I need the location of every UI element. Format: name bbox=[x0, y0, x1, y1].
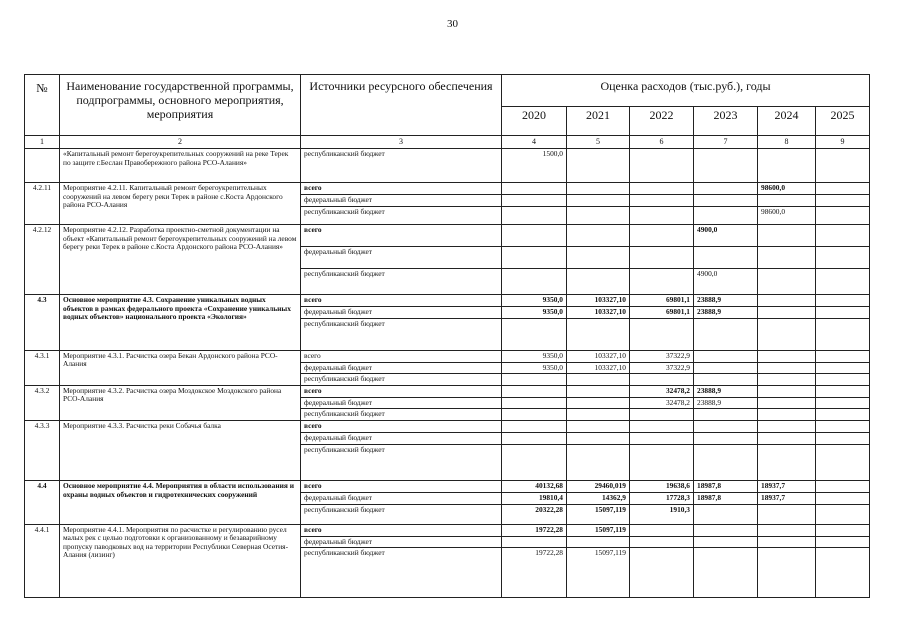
funding-source: республиканский бюджет bbox=[301, 548, 502, 598]
column-number: 1 bbox=[25, 136, 60, 149]
expense-value bbox=[630, 524, 694, 536]
expense-value bbox=[758, 247, 816, 269]
expense-value bbox=[630, 374, 694, 386]
funding-source: федеральный бюджет bbox=[301, 492, 502, 504]
expense-value bbox=[567, 149, 630, 183]
row-number: 4.3 bbox=[25, 295, 60, 351]
expense-value bbox=[816, 183, 870, 195]
expense-value bbox=[758, 504, 816, 524]
expense-value bbox=[567, 247, 630, 269]
activity-name: Основное мероприятие 4.3. Сохранение уникальных водных объектов в рамках федерального проекта «Сохранение уникальных водных объектов» национального проекта «Экология» bbox=[60, 295, 301, 351]
funding-source: всего bbox=[301, 480, 502, 492]
expense-value bbox=[630, 432, 694, 444]
funding-source: республиканский бюджет bbox=[301, 374, 502, 386]
row-number bbox=[25, 149, 60, 183]
expense-value: 15097,119 bbox=[567, 548, 630, 598]
table-row bbox=[25, 225, 870, 247]
expense-value bbox=[694, 444, 758, 480]
expense-value bbox=[694, 548, 758, 598]
expense-value bbox=[502, 225, 567, 247]
expense-value bbox=[816, 420, 870, 432]
activity-name: Основное мероприятие 4.4. Мероприятия в области использования и охраны водных объектов и гидротехнических сооружений bbox=[60, 480, 301, 524]
column-number: 6 bbox=[630, 136, 694, 149]
expense-value bbox=[816, 318, 870, 350]
expense-value bbox=[502, 269, 567, 295]
expense-value bbox=[816, 362, 870, 374]
expense-value bbox=[758, 432, 816, 444]
row-number: 4.4.1 bbox=[25, 524, 60, 598]
funding-source: республиканский бюджет bbox=[301, 318, 502, 350]
expense-value: 103327,10 bbox=[567, 295, 630, 307]
expense-value bbox=[816, 524, 870, 536]
funding-source: федеральный бюджет bbox=[301, 432, 502, 444]
expense-value bbox=[694, 409, 758, 421]
expense-value bbox=[758, 149, 816, 183]
funding-source: всего bbox=[301, 225, 502, 247]
expense-value bbox=[758, 420, 816, 432]
table-row bbox=[25, 149, 870, 183]
expense-value bbox=[816, 149, 870, 183]
expense-value: 23888,9 bbox=[694, 295, 758, 307]
expense-value bbox=[502, 318, 567, 350]
expense-value bbox=[567, 207, 630, 225]
expense-value bbox=[816, 536, 870, 548]
expense-value: 69801,1 bbox=[630, 295, 694, 307]
funding-source: республиканский бюджет bbox=[301, 504, 502, 524]
row-number: 4.3.2 bbox=[25, 385, 60, 420]
expense-value bbox=[567, 225, 630, 247]
expense-value bbox=[816, 269, 870, 295]
expense-value bbox=[502, 432, 567, 444]
expense-value: 1500,0 bbox=[502, 149, 567, 183]
expense-value bbox=[816, 432, 870, 444]
expense-value bbox=[567, 374, 630, 386]
expense-value bbox=[630, 149, 694, 183]
funding-source: всего bbox=[301, 524, 502, 536]
row-number: 4.2.12 bbox=[25, 225, 60, 295]
activity-name: Мероприятие 4.4.1. Мероприятия по расчистке и регулированию русел малых рек с целью подготовки к организованному и безаварийному пропуску паводковых вод на территории Республики Северная Осетия-Алания (лизинг) bbox=[60, 524, 301, 598]
expense-value: 18987,8 bbox=[694, 492, 758, 504]
activity-name: Мероприятие 4.3.1. Расчистка озера Бекан Ардонского района РСО-Алания bbox=[60, 350, 301, 385]
table-row bbox=[25, 183, 870, 195]
header-year: 2024 bbox=[758, 107, 816, 136]
table-row bbox=[25, 385, 870, 397]
expense-value bbox=[758, 269, 816, 295]
activity-name: Мероприятие 4.2.11. Капитальный ремонт берегоукрепительных сооружений на левом берегу реки Терек в районе с.Коста Ардонского района РСО-Алания bbox=[60, 183, 301, 225]
expense-value bbox=[758, 385, 816, 397]
column-number: 4 bbox=[502, 136, 567, 149]
expense-value bbox=[694, 247, 758, 269]
expense-value: 17728,3 bbox=[630, 492, 694, 504]
expense-value bbox=[758, 397, 816, 409]
expense-value bbox=[630, 444, 694, 480]
expense-value bbox=[502, 247, 567, 269]
expense-value bbox=[502, 397, 567, 409]
expense-value bbox=[567, 195, 630, 207]
expense-value: 15097,119 bbox=[567, 504, 630, 524]
expense-value bbox=[630, 409, 694, 421]
expense-value bbox=[816, 247, 870, 269]
expense-value bbox=[758, 444, 816, 480]
funding-source: всего bbox=[301, 295, 502, 307]
table-row bbox=[25, 350, 870, 362]
expense-value: 32478,2 bbox=[630, 385, 694, 397]
expense-value: 69801,1 bbox=[630, 307, 694, 319]
expense-value bbox=[694, 318, 758, 350]
expense-value: 40132,68 bbox=[502, 480, 567, 492]
expense-value bbox=[758, 536, 816, 548]
expense-value bbox=[694, 183, 758, 195]
table-row bbox=[25, 480, 870, 492]
row-number: 4.3.3 bbox=[25, 420, 60, 480]
expense-value bbox=[694, 374, 758, 386]
expense-value bbox=[567, 409, 630, 421]
expense-value bbox=[758, 195, 816, 207]
expense-value bbox=[567, 432, 630, 444]
header-year: 2023 bbox=[694, 107, 758, 136]
funding-source: республиканский бюджет bbox=[301, 444, 502, 480]
expense-value: 29460,019 bbox=[567, 480, 630, 492]
funding-source: федеральный бюджет bbox=[301, 536, 502, 548]
expense-value bbox=[694, 420, 758, 432]
expense-value bbox=[758, 350, 816, 362]
expense-value bbox=[567, 183, 630, 195]
expense-value bbox=[630, 195, 694, 207]
expense-value bbox=[816, 207, 870, 225]
expense-value bbox=[816, 480, 870, 492]
expense-value: 19638,6 bbox=[630, 480, 694, 492]
expense-value bbox=[694, 350, 758, 362]
header-estimate: Оценка расходов (тыс.руб.), годы bbox=[502, 75, 870, 107]
expense-value: 23888,9 bbox=[694, 307, 758, 319]
expense-value bbox=[816, 385, 870, 397]
header-year: 2021 bbox=[567, 107, 630, 136]
expense-value bbox=[694, 524, 758, 536]
expense-value: 18937,7 bbox=[758, 492, 816, 504]
header-name: Наименование государственной программы, подпрограммы, основного мероприятия, мероприятия bbox=[60, 75, 301, 136]
column-number: 7 bbox=[694, 136, 758, 149]
expense-value bbox=[502, 183, 567, 195]
expense-value: 98600,0 bbox=[758, 183, 816, 195]
expense-value bbox=[758, 225, 816, 247]
expense-value: 103327,10 bbox=[567, 307, 630, 319]
header-year: 2022 bbox=[630, 107, 694, 136]
expense-value bbox=[816, 307, 870, 319]
table-row bbox=[25, 420, 870, 432]
expense-value: 37322,9 bbox=[630, 362, 694, 374]
expense-value bbox=[567, 420, 630, 432]
funding-source: всего bbox=[301, 385, 502, 397]
expense-value: 19810,4 bbox=[502, 492, 567, 504]
expense-value bbox=[502, 420, 567, 432]
expense-value bbox=[630, 247, 694, 269]
expense-value bbox=[502, 207, 567, 225]
expense-value bbox=[694, 207, 758, 225]
expense-value bbox=[502, 444, 567, 480]
row-number: 4.3.1 bbox=[25, 350, 60, 385]
expense-value bbox=[630, 536, 694, 548]
expense-value bbox=[758, 409, 816, 421]
funding-source: всего bbox=[301, 420, 502, 432]
expense-value bbox=[758, 307, 816, 319]
expense-value: 19722,28 bbox=[502, 548, 567, 598]
expense-value bbox=[567, 536, 630, 548]
expense-value bbox=[502, 385, 567, 397]
funding-source: всего bbox=[301, 183, 502, 195]
table-row bbox=[25, 295, 870, 307]
expense-value bbox=[816, 374, 870, 386]
expense-value bbox=[630, 225, 694, 247]
expense-value: 23888,9 bbox=[694, 385, 758, 397]
expense-value: 103327,10 bbox=[567, 350, 630, 362]
expense-value: 14362,9 bbox=[567, 492, 630, 504]
header-year: 2020 bbox=[502, 107, 567, 136]
expense-value bbox=[567, 397, 630, 409]
expense-value: 23888,9 bbox=[694, 397, 758, 409]
expense-value: 37322,9 bbox=[630, 350, 694, 362]
funding-source: республиканский бюджет bbox=[301, 409, 502, 421]
expense-value bbox=[758, 524, 816, 536]
funding-source: республиканский бюджет bbox=[301, 269, 502, 295]
expense-value bbox=[630, 548, 694, 598]
table-row bbox=[25, 524, 870, 536]
activity-name: Мероприятие 4.3.2. Расчистка озера Моздокское Моздокского района РСО-Алания bbox=[60, 385, 301, 420]
column-number: 3 bbox=[301, 136, 502, 149]
funding-source: республиканский бюджет bbox=[301, 149, 502, 183]
expense-value: 15097,119 bbox=[567, 524, 630, 536]
funding-source: всего bbox=[301, 350, 502, 362]
expense-value bbox=[816, 195, 870, 207]
expense-value bbox=[758, 295, 816, 307]
expense-value: 18987,8 bbox=[694, 480, 758, 492]
expense-value: 9350,0 bbox=[502, 307, 567, 319]
expense-value: 1910,3 bbox=[630, 504, 694, 524]
expense-value bbox=[758, 374, 816, 386]
expense-value bbox=[694, 149, 758, 183]
funding-source: республиканский бюджет bbox=[301, 207, 502, 225]
expense-value bbox=[758, 362, 816, 374]
expense-table bbox=[24, 74, 870, 598]
activity-name: Мероприятие 4.3.3. Расчистка реки Собачья балка bbox=[60, 420, 301, 480]
expense-value: 9350,0 bbox=[502, 350, 567, 362]
expense-value: 9350,0 bbox=[502, 362, 567, 374]
expense-value bbox=[816, 444, 870, 480]
expense-value bbox=[694, 504, 758, 524]
expense-value bbox=[502, 409, 567, 421]
expense-value bbox=[502, 195, 567, 207]
funding-source: федеральный бюджет bbox=[301, 247, 502, 269]
expense-value bbox=[816, 225, 870, 247]
expense-value bbox=[502, 374, 567, 386]
column-number: 8 bbox=[758, 136, 816, 149]
expense-value bbox=[630, 207, 694, 225]
funding-source: федеральный бюджет bbox=[301, 195, 502, 207]
activity-name: «Капитальный ремонт берегоукрепительных сооружений на реке Терек по защите г.Беслан Правобережного района РСО-Алания» bbox=[60, 149, 301, 183]
expense-value bbox=[816, 397, 870, 409]
expense-value: 18937,7 bbox=[758, 480, 816, 492]
funding-source: федеральный бюджет bbox=[301, 397, 502, 409]
activity-name: Мероприятие 4.2.12. Разработка проектно-сметной документации на объект «Капитальный ремонт берегоукрепительных сооружений на левом берегу реки Терек в районе с.Коста Ардонского района РСО-Алания» bbox=[60, 225, 301, 295]
expense-value bbox=[567, 318, 630, 350]
funding-source: федеральный бюджет bbox=[301, 362, 502, 374]
expense-value bbox=[630, 269, 694, 295]
expense-value: 4900,0 bbox=[694, 225, 758, 247]
expense-value: 32478,2 bbox=[630, 397, 694, 409]
expense-value bbox=[694, 432, 758, 444]
expense-value: 19722,28 bbox=[502, 524, 567, 536]
column-number: 2 bbox=[60, 136, 301, 149]
expense-value: 4900,0 bbox=[694, 269, 758, 295]
expense-value bbox=[758, 318, 816, 350]
expense-value bbox=[567, 444, 630, 480]
column-number: 5 bbox=[567, 136, 630, 149]
expense-value bbox=[630, 420, 694, 432]
expense-value bbox=[630, 318, 694, 350]
header-no: № bbox=[25, 75, 60, 136]
expense-value bbox=[694, 362, 758, 374]
expense-value bbox=[694, 536, 758, 548]
header-year: 2025 bbox=[816, 107, 870, 136]
expense-value bbox=[502, 536, 567, 548]
expense-value bbox=[758, 548, 816, 598]
expense-value: 103327,10 bbox=[567, 362, 630, 374]
funding-source: федеральный бюджет bbox=[301, 307, 502, 319]
expense-value bbox=[816, 409, 870, 421]
expense-value bbox=[816, 548, 870, 598]
expense-value bbox=[567, 385, 630, 397]
expense-value: 9350,0 bbox=[502, 295, 567, 307]
expense-value bbox=[694, 195, 758, 207]
page-number: 30 bbox=[447, 18, 458, 30]
expense-value: 20322,28 bbox=[502, 504, 567, 524]
expense-value: 98600,0 bbox=[758, 207, 816, 225]
expense-value bbox=[630, 183, 694, 195]
expense-value bbox=[816, 295, 870, 307]
expense-value bbox=[567, 269, 630, 295]
row-number: 4.4 bbox=[25, 480, 60, 524]
expense-value bbox=[816, 350, 870, 362]
row-number: 4.2.11 bbox=[25, 183, 60, 225]
expense-value bbox=[816, 504, 870, 524]
expense-value bbox=[816, 492, 870, 504]
column-number: 9 bbox=[816, 136, 870, 149]
header-source: Источники ресурсного обеспечения bbox=[301, 75, 502, 136]
